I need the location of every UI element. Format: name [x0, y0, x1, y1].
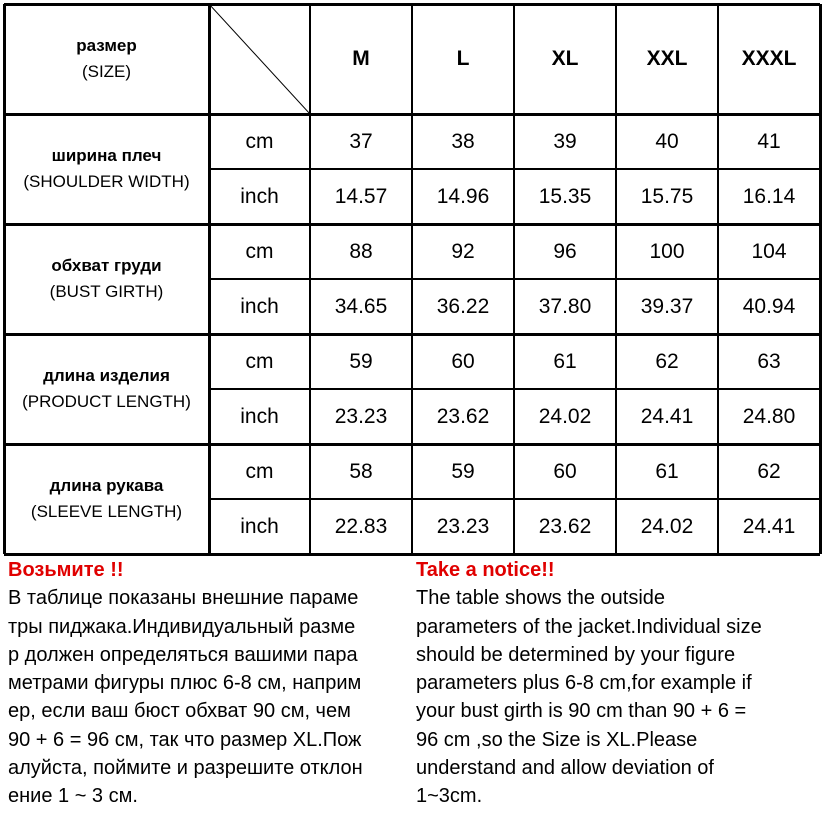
value-cell: 40 — [655, 129, 679, 153]
measure-label — [4, 444, 209, 554]
notice-ru-line: р должен определяться вашими пара — [8, 643, 358, 666]
measure-label-ru: длина рукава — [49, 476, 164, 495]
measure-label — [4, 114, 209, 224]
value-cell: 63 — [757, 349, 781, 373]
notice-en-line: parameters of the jacket.Individual size — [416, 615, 762, 638]
value-cell: 100 — [649, 239, 685, 263]
notice-en-line: The table shows the outside — [416, 587, 666, 610]
size-header-m: M — [352, 47, 370, 70]
notice-en-title: Take a notice!! — [416, 559, 555, 581]
measure-label-en: (PRODUCT LENGTH) — [22, 392, 191, 411]
notice-ru-line: 90 + 6 = 96 см, так что размер XL.Пож — [8, 728, 362, 751]
unit-inch: inch — [240, 294, 279, 318]
value-cell: 24.02 — [640, 514, 694, 538]
measure-label-ru: длина изделия — [43, 366, 170, 385]
notice-en-line: parameters plus 6-8 cm,for example if — [416, 672, 752, 695]
value-cell: 61 — [655, 459, 679, 483]
value-cell: 23.62 — [436, 404, 490, 428]
value-cell: 60 — [553, 459, 577, 483]
measure-label-en: (SLEEVE LENGTH) — [30, 502, 183, 521]
value-cell: 62 — [655, 349, 679, 373]
value-cell: 15.35 — [538, 184, 592, 208]
measure-label-ru: обхват груди — [51, 256, 162, 275]
value-cell: 41 — [757, 129, 781, 153]
size-chart-table — [4, 4, 820, 554]
unit-inch: inch — [240, 184, 279, 208]
notice-ru-line: тры пиджака.Индивидуальный разме — [8, 615, 356, 638]
corner-size-label — [4, 4, 209, 114]
notice-en-line: your bust girth is 90 cm than 90 + 6 = — [416, 700, 747, 723]
measure-label-en: (SHOULDER WIDTH) — [23, 172, 190, 191]
value-cell: 14.96 — [436, 184, 490, 208]
value-cell: 58 — [349, 459, 373, 483]
value-cell: 14.57 — [334, 184, 388, 208]
value-cell: 24.41 — [742, 514, 796, 538]
unit-cm: cm — [245, 129, 274, 153]
corner-en: (SIZE) — [81, 62, 132, 81]
value-cell: 92 — [451, 239, 475, 263]
value-cell: 34.65 — [334, 294, 388, 318]
notice-en — [416, 556, 822, 811]
value-cell: 24.80 — [742, 404, 796, 428]
notice-ru-line: алуйста, поймите и разрешите отклон — [8, 757, 363, 780]
value-cell: 59 — [451, 459, 475, 483]
measure-label — [4, 334, 209, 444]
notice-en-line: understand and allow deviation of — [416, 757, 714, 780]
notice-ru — [8, 556, 408, 811]
value-cell: 39.37 — [640, 294, 694, 318]
size-header-xxxl: XXXL — [741, 47, 797, 70]
notice-en-line: 1~3cm. — [416, 785, 483, 808]
notice-en-line: 96 cm ,so the Size is XL.Please — [416, 728, 698, 751]
value-cell: 15.75 — [640, 184, 694, 208]
unit-cm: cm — [245, 239, 274, 263]
value-cell: 22.83 — [334, 514, 388, 538]
value-cell: 16.14 — [742, 184, 796, 208]
value-cell: 38 — [451, 129, 475, 153]
value-cell: 23.23 — [334, 404, 388, 428]
value-cell: 23.23 — [436, 514, 490, 538]
notice-ru-line: метрами фигуры плюс 6-8 см, наприм — [8, 672, 362, 695]
unit-cm: cm — [245, 459, 274, 483]
notice-ru-title: Возьмите !! — [8, 559, 124, 581]
notice-ru-line: ер, если ваш бюст обхват 90 см, чем — [8, 700, 351, 723]
value-cell: 62 — [757, 459, 781, 483]
value-cell: 36.22 — [436, 294, 490, 318]
measure-label-ru: ширина плеч — [51, 146, 162, 165]
value-cell: 60 — [451, 349, 475, 373]
size-header-xxl: XXL — [646, 47, 688, 70]
measure-label — [4, 224, 209, 334]
value-cell: 39 — [553, 129, 577, 153]
value-cell: 24.41 — [640, 404, 694, 428]
value-cell: 23.62 — [538, 514, 592, 538]
value-cell: 24.02 — [538, 404, 592, 428]
size-header-xl: XL — [551, 47, 579, 70]
value-cell: 88 — [349, 239, 373, 263]
notice-ru-line: ение 1 ~ 3 см. — [8, 785, 138, 808]
unit-inch: inch — [240, 514, 279, 538]
unit-inch: inch — [240, 404, 279, 428]
notice-en-line: should be determined by your figure — [416, 643, 736, 666]
value-cell: 104 — [751, 239, 787, 263]
header-diagonal — [209, 4, 310, 114]
value-cell: 40.94 — [742, 294, 796, 318]
unit-cm: cm — [245, 349, 274, 373]
size-header-l: L — [456, 47, 470, 70]
value-cell: 37 — [349, 129, 373, 153]
value-cell: 37.80 — [538, 294, 592, 318]
corner-ru: размер — [76, 36, 137, 55]
value-cell: 96 — [553, 239, 577, 263]
value-cell: 61 — [553, 349, 577, 373]
notice-ru-line: В таблице показаны внешние параме — [8, 587, 359, 610]
value-cell: 59 — [349, 349, 373, 373]
measure-label-en: (BUST GIRTH) — [49, 282, 164, 301]
